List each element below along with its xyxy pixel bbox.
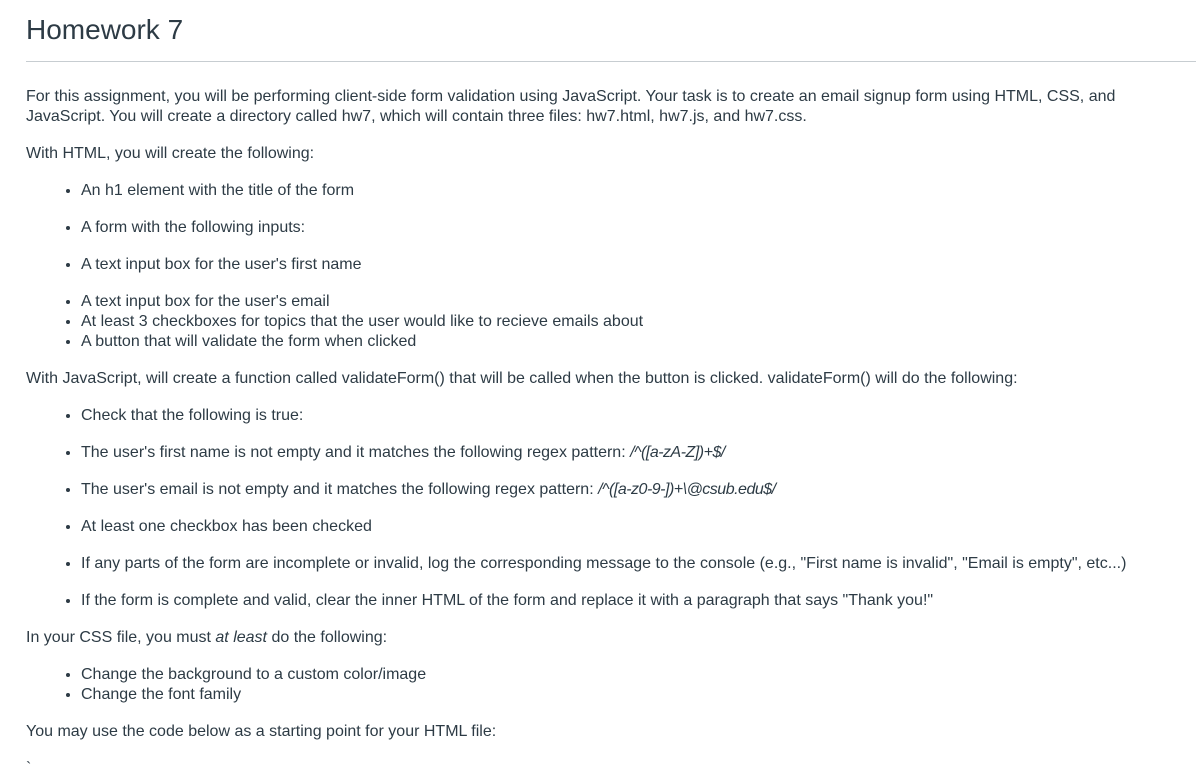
css-heading xyxy=(26,628,1176,648)
email-regex: /^([a-z0-9-])+\@csub.edu$/ xyxy=(598,481,776,498)
intro-paragraph: For this assignment, you will be performing client-side form validation using JavaScript. Your task is to create an email signup form using HTML, CSS, and JavaScript. You will create a directory called hw7, which will contain three files: hw7.html, hw7.js, and hw7.css. xyxy=(26,88,1116,125)
js-requirements-list xyxy=(26,406,1176,611)
html-input-list xyxy=(26,292,1176,352)
list-item: • At least 3 checkboxes for topics that the user would like to recieve emails about xyxy=(81,312,1176,332)
list-item: • A form with the following inputs: xyxy=(81,218,1176,238)
code-block-start: ` xyxy=(26,760,32,775)
list-item: • A button that will validate the form when clicked xyxy=(81,332,1176,352)
email-rule: The user's email is not empty and it matches the following regex pattern: xyxy=(81,481,599,498)
list-item: • If the form is complete and valid, clear the inner HTML of the form and replace it with a paragraph that says "Thank you!" xyxy=(81,591,1176,611)
html-heading: With HTML, you will create the following: xyxy=(26,145,315,162)
html-requirements-list xyxy=(26,181,1176,275)
list-item: • At least one checkbox has been checked xyxy=(81,517,1176,537)
list-item: • An h1 element with the title of the form xyxy=(81,181,1176,201)
list-item: • Change the background to a custom color/image xyxy=(81,665,1176,685)
list-item: • A text input box for the user's first name xyxy=(81,255,1176,275)
first-name-regex: /^([a-zA-Z])+$/ xyxy=(630,444,725,461)
title-divider xyxy=(26,61,1196,62)
list-item: • Check that the following is true: xyxy=(81,406,1176,426)
list-item xyxy=(81,443,1176,463)
js-heading: With JavaScript, will create a function called validateForm() that will be called when the button is clicked. validateForm() will do the following: xyxy=(26,370,1018,387)
css-heading-prefix: In your CSS file, you must xyxy=(26,629,216,646)
css-requirements-list xyxy=(26,665,1176,705)
list-item: • A text input box for the user's email xyxy=(81,292,1176,312)
css-heading-suffix: do the following: xyxy=(267,629,388,646)
list-item: • Change the font family xyxy=(81,685,1176,705)
first-name-rule: The user's first name is not empty and it matches the following regex pattern: xyxy=(81,444,631,461)
list-item: • If any parts of the form are incomplete or invalid, log the corresponding message to the console (e.g., "First name is invalid", "Email is empty", etc...) xyxy=(81,554,1176,574)
css-heading-emphasis: at least xyxy=(215,629,267,646)
page-title: Homework 7 xyxy=(26,14,184,45)
assignment-body xyxy=(26,87,1176,742)
list-item xyxy=(81,480,1176,500)
starter-code-note: You may use the code below as a starting point for your HTML file: xyxy=(26,723,497,740)
